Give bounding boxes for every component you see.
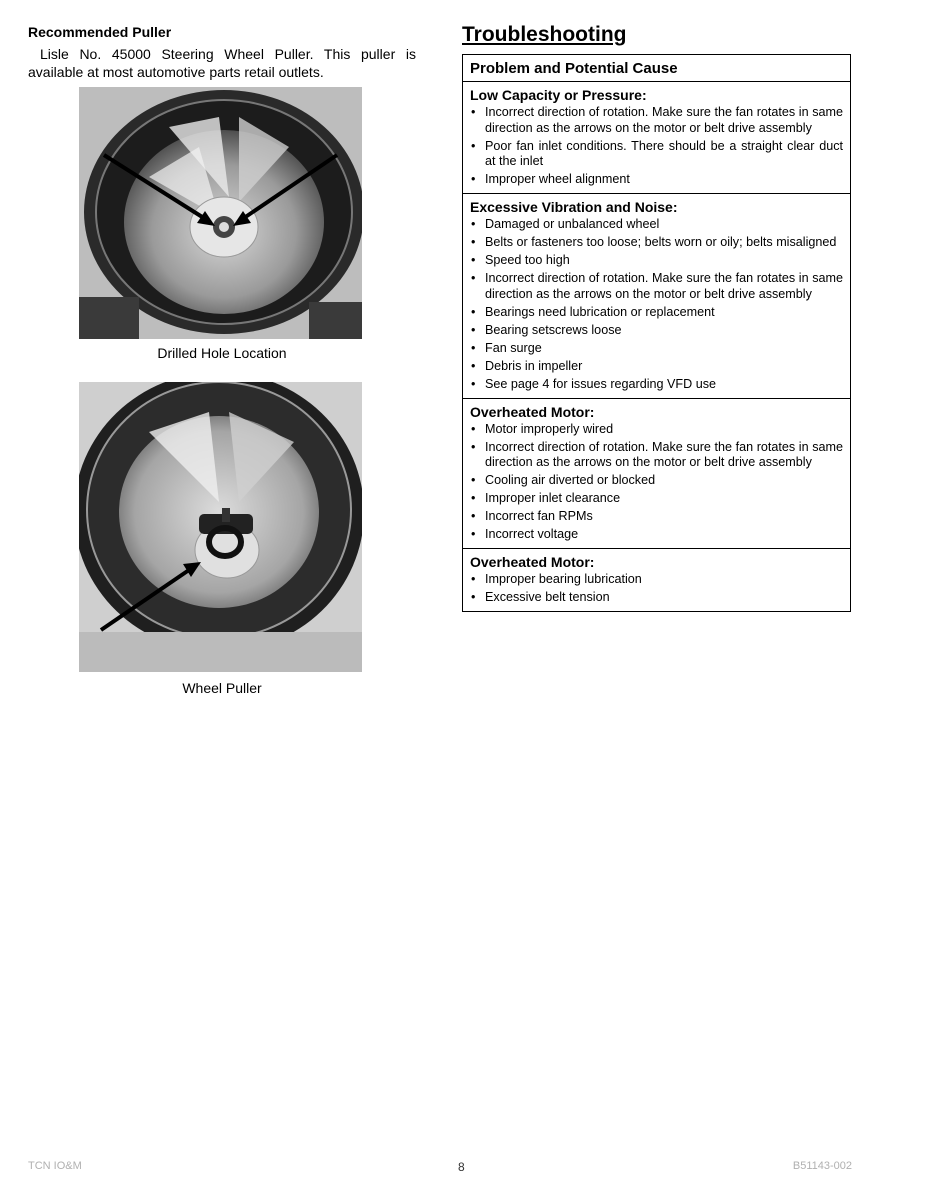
cause-item: • Incorrect voltage xyxy=(470,527,843,543)
cause-item: • Damaged or unbalanced wheel xyxy=(470,217,843,233)
page-number: 8 xyxy=(458,1160,465,1174)
cause-item: • See page 4 for issues regarding VFD use xyxy=(470,377,843,393)
problem-group xyxy=(463,399,850,550)
recommended-puller-section xyxy=(28,24,416,696)
cause-item: • Improper bearing lubrication xyxy=(470,572,843,588)
cause-item: • Bearings need lubrication or replacement xyxy=(470,305,843,321)
problem-group xyxy=(463,549,850,611)
cause-list xyxy=(470,572,843,606)
problem-group xyxy=(463,82,850,194)
intro-paragraph: Lisle No. 45000 Steering Wheel Puller. This puller is available at most automotive parts retail outlets. xyxy=(28,46,416,80)
problem-title: Overheated Motor: xyxy=(470,554,595,570)
cause-list xyxy=(470,422,843,543)
cause-list xyxy=(470,217,843,392)
drilled-hole-photo xyxy=(79,87,362,339)
cause-item: • Improper inlet clearance xyxy=(470,491,843,507)
figure-caption: Wheel Puller xyxy=(182,680,262,696)
cause-item: • Motor improperly wired xyxy=(470,422,843,438)
cause-item: • Cooling air diverted or blocked xyxy=(470,473,843,489)
cause-item: • Incorrect direction of rotation. Make sure the fan rotates in same direction as the arrows on the motor or belt drive assembly xyxy=(470,105,843,136)
cause-item: • Poor fan inlet conditions. There should be a straight clear duct at the inlet xyxy=(470,139,843,170)
problem-title: Overheated Motor: xyxy=(470,403,595,420)
problem-group xyxy=(463,194,850,399)
cause-item: • Bearing setscrews loose xyxy=(470,323,843,339)
cause-item: • Belts or fasteners too loose; belts worn or oily; belts misaligned xyxy=(470,235,843,251)
troubleshooting-title: Troubleshooting xyxy=(462,23,627,46)
cause-item: • Debris in impeller xyxy=(470,359,843,375)
table-header: Problem and Potential Cause xyxy=(463,55,850,82)
cause-item: • Improper wheel alignment xyxy=(470,172,843,188)
cause-item: • Incorrect direction of rotation. Make sure the fan rotates in same direction as the arrows on the motor or belt drive assembly xyxy=(470,271,843,302)
problem-title: Excessive Vibration and Noise: xyxy=(470,199,678,215)
troubleshooting-table xyxy=(462,54,851,612)
footer-doc-name: TCN IO&M xyxy=(28,1160,82,1172)
figure-caption: Drilled Hole Location xyxy=(157,345,287,361)
cause-item: • Speed too high xyxy=(470,253,843,269)
cause-item: • Fan surge xyxy=(470,341,843,357)
section-title: Recommended Puller xyxy=(28,24,172,40)
cause-item: • Incorrect direction of rotation. Make sure the fan rotates in same direction as the arrows on the motor or belt drive assembly xyxy=(470,440,843,471)
cause-item: • Excessive belt tension xyxy=(470,590,843,606)
problem-title: Low Capacity or Pressure: xyxy=(470,87,647,103)
cause-item: • Incorrect fan RPMs xyxy=(470,509,843,525)
footer-doc-number: B51143-002 xyxy=(792,1160,852,1172)
troubleshooting-section xyxy=(462,22,851,612)
cause-list xyxy=(470,105,843,188)
wheel-puller-photo xyxy=(79,382,362,672)
